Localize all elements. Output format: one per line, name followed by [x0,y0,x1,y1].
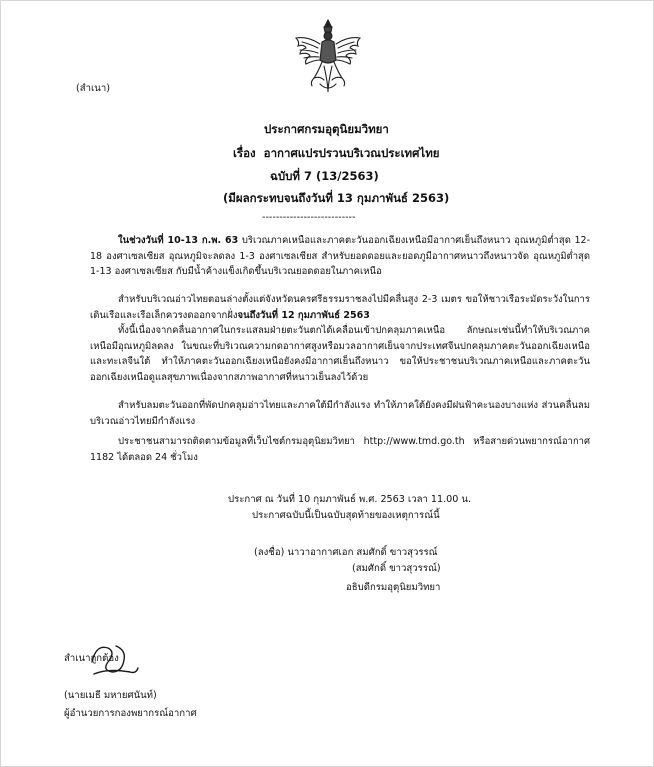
paragraph-5-text: ประชาชนสามารถติดตามข้อมูลที่เว็บไซต์กรมอุตุนิยมวิทยา http://www.tmd.go.th หรือสายด่วนพยากรณ์อากาศ 1182 ได้ตลอด 24 ชั่วโมง [90,436,590,463]
separator-line: --------------------------- [262,212,356,223]
paragraph-4-text: สำหรับลมตะวันออกที่พัดปกคลุมอ่าวไทยและภาคใต้มีกำลังแรง ทำให้ภาคใต้ยังคงมีฝนฟ้าคะนองบางแห่ง ส่วนคลื่นลมบริเวณอ่าวไทยมีกำลังแรง [90,400,590,427]
effective-until: (มีผลกระทบจนถึงวันที่ 13 กุมภาพันธ์ 2563) [223,191,450,205]
announcement-title: ประกาศกรมอุตุนิยมวิทยา [264,122,389,136]
paragraph-4 [90,398,590,429]
paragraph-2-text: สำหรับบริเวณอ่าวไทยตอนล่างตั้งแต่จังหวัดนครศรีธรรมราชลงไปมีคลื่นสูง 2-3 เมตร ขอให้ชาวเรือระมัดระวังในการเดินเรือและเรือเล็กควรงดออกจากฝั่ง [90,294,590,321]
signed-line: (ลงชื่อ) นาวาอากาศเอก สมศักดิ์ ขาวสุวรรณ์ [254,547,438,558]
certifier-title: ผู้อำนวยการกองพยากรณ์อากาศ [64,708,197,719]
paragraph-3-text: ทั้งนี้เนื่องจากคลื่นอากาศในกระแสลมฝ่ายตะวันตกได้เคลื่อนเข้าปกคลุมภาคเหนือ ลักษณะเช่นนี้ทำให้บริเวณภาคเหนือมีอุณหภูมิลดลง ในขณะที่บริเวณความกดอากาศสูงหรือมวลอากาศเย็นจากประเทศจีนปกคลุมภาคตะวันออกเฉียงเหนือและทะเลจีนใต้ ทำให้ภาคตะวันออกเฉียงเหนือยังคงมีอากาศเย็นถึงหนาว ขอให้ประชาชนบริเวณภาคเหนือและภาคตะวันออกเฉียงเหนือดูแลสุขภาพเนื่องจากสภาพอากาศที่หนาวเย็นลงไว้ด้วย [90,325,590,383]
signer-title: อธิบดีกรมอุตุนิยมวิทยา [346,582,441,593]
garuda-emblem [290,18,366,96]
paragraph-3 [90,323,590,385]
subject-text: อากาศแปรปรวนบริเวณประเทศไทย [263,146,440,160]
final-announcement-note: ประกาศฉบับนี้เป็นฉบับสุดท้ายของเหตุการณ์นี้ [252,510,440,521]
paragraph-5 [90,434,590,465]
paragraph-2 [90,292,590,323]
paragraph-2-date: จนถึงวันที่ 12 กุมภาพันธ์ 2563 [237,309,370,321]
copy-label: (สำเนา) [76,83,110,94]
signer-name: (สมศักดิ์ ขาวสุวรรณ์) [352,563,441,574]
paragraph-1-text: บริเวณภาคเหนือและภาคตะวันออกเฉียงเหนือมีอากาศเย็นถึงหนาว อุณหภูมิต่ำสุด 12-18 องศาเซลเซียส อุณหภูมิจะลดลง 1-3 องศาเซลเซียส สำหรับยอดดอยและยอดภูมีอากาศหนาวถึงหนาวจัด อุณหภูมิต่ำสุด 1-13 องศาเซลเซียส กับมีน้ำค้างแข็งเกิดขึ้นบริเวณยอดดอยในภาคเหนือ [90,235,591,277]
issue-number: ฉบับที่ 7 (13/2563) [270,169,379,183]
subject-prefix: เรื่อง [233,146,256,160]
announce-date: ประกาศ ณ วันที่ 10 กุมภาพันธ์ พ.ศ. 2563 เวลา 11.00 น. [228,494,472,505]
paragraph-1-lead: ในช่วงวันที่ 10-13 ก.พ. 63 [118,235,239,246]
certified-label: สำเนาถูกต้อง [64,653,119,664]
certifier-name: (นายเมธี มหายศนันท์) [64,690,157,701]
subject-line [233,145,440,163]
paragraph-1 [90,233,590,280]
